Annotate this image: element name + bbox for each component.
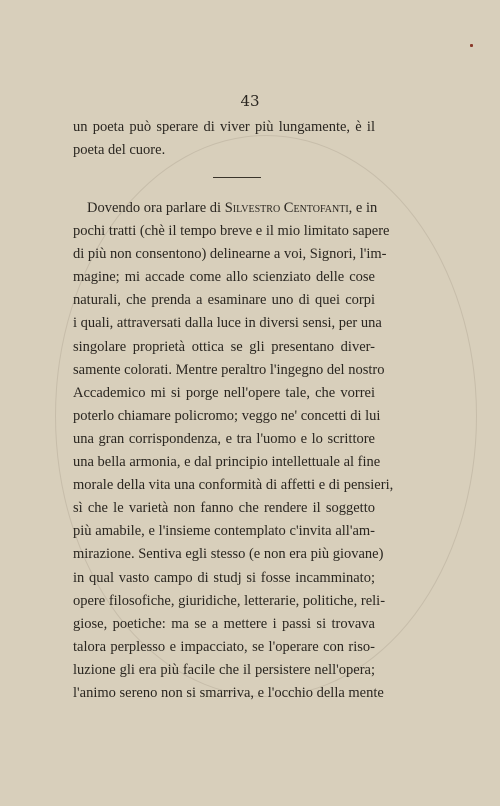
text-line: poeta del cuore. <box>73 142 166 159</box>
text-line: una bella armonia, e dal principio intellettuale al fine <box>73 454 381 471</box>
section-divider <box>213 177 261 178</box>
text-line: un poeta può sperare di viver più lungamente, è il <box>73 119 375 135</box>
text-line: mirazione. Sentiva egli stesso (e non era più giovane) <box>73 546 384 563</box>
text-segment: , e in <box>348 200 378 216</box>
text-line: opere filosofiche, giuridiche, letterarie, politiche, reli- <box>73 592 386 609</box>
text-line: i quali, attraversati dalla luce in diversi sensi, per una <box>73 315 382 332</box>
text-line: naturali, che prenda a esaminare uno di quei corpi <box>73 292 375 309</box>
author-name: Silvestro Centofanti <box>224 200 349 216</box>
text-line: giose, poetiche: ma se a mettere i passi si trovava <box>73 615 375 632</box>
text-line: samente colorati. Mentre peraltro l'ingegno del nostro <box>73 361 385 378</box>
intro-paragraph <box>73 116 375 162</box>
text-segment: Dovendo ora parlare di <box>87 200 225 216</box>
text-line: sì che le varietà non fanno che rendere il soggetto <box>73 500 375 517</box>
page-mark <box>470 44 473 47</box>
text-line: morale della vita una conformità di affetti e di pensieri, <box>73 477 394 494</box>
text-line: talora perplesso e impacciato, se l'operare con riso- <box>73 638 375 655</box>
text-line: una gran corrispondenza, e tra l'uomo e lo scrittore <box>73 430 375 447</box>
text-line: pochi tratti (chè il tempo breve e il mio limitato sapere <box>73 223 390 240</box>
text-line: di più non consentono) delinearne a voi, Signori, l'im- <box>73 246 387 263</box>
text-line: magine; mi accade come allo scienziato delle cose <box>73 269 375 286</box>
text-line-first <box>73 197 378 220</box>
text-line: poterlo chiamare policromo; veggo ne' concetti di lui <box>73 407 381 424</box>
page-number: 43 <box>240 92 260 110</box>
main-paragraph <box>73 197 394 705</box>
text-line: l'animo sereno non si smarriva, e l'occhio della mente <box>73 684 384 701</box>
text-line: singolare proprietà ottica se gli presentano diver- <box>73 338 375 355</box>
text-line: in qual vasto campo di studj si fosse incamminato; <box>73 569 375 586</box>
text-line: Accademico mi si porge nell'opere tale, che vorrei <box>73 384 375 401</box>
text-line: più amabile, e l'insieme contemplato c'invita all'am- <box>73 523 375 540</box>
text-line: luzione gli era più facile che il persistere nell'opera; <box>73 661 375 678</box>
